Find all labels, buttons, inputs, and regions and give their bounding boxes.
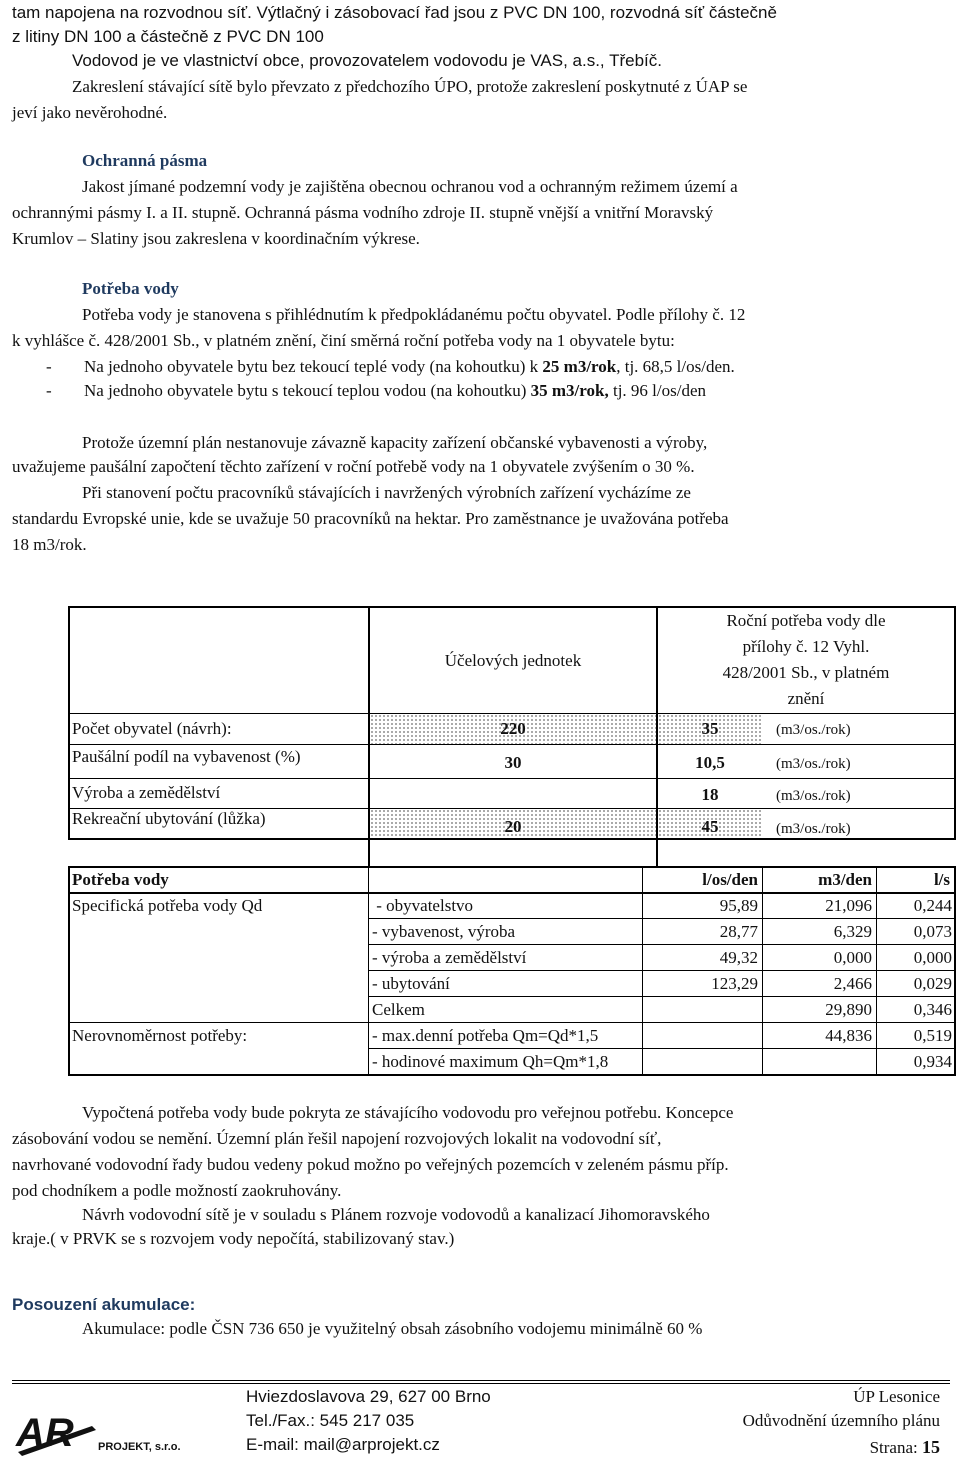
paragraph-line: kraje.( v PRVK se s rozvojem vody nepočítá, stabilizovaný stav.) [12,1229,455,1248]
footer-page-number: Strana: 15 [869,1437,940,1457]
paragraph-line: Jakost jímané podzemní vody je zajištěna obecnou ochranou vod a ochranným režimem území a [82,177,738,196]
value-lsd: 123,29 [711,974,758,993]
column-header: m3/den [818,870,872,889]
column-header: přílohy č. 12 Vyhl. [742,637,870,656]
intro-line: Zakreslení stávající sítě bylo převzato z předchozího ÚPO, protože zakreslení poskytnuté z ÚAP se [72,77,748,96]
paragraph-line: ochrannými pásmy I. a II. stupně. Ochranná pásma vodního zdroje II. stupně vnější a vnitřní Moravský [12,203,714,222]
bullet-dash: - [46,357,52,376]
row-label: Specifická potřeba vody Qd [72,896,263,915]
need-value: 18 [701,785,719,804]
row-label: Paušální podíl na vybavenost (%) [72,747,301,766]
unit-label: (m3/os./rok) [776,756,851,772]
value-m3d: 44,836 [825,1026,872,1045]
paragraph-line: Návrh vodovodní sítě je v souladu s Plánem rozvoje vodovodů a kanalizací Jihomoravského [82,1205,710,1224]
paragraph-line: 18 m3/rok. [12,535,87,554]
svg-text:AR: AR [16,1411,74,1455]
paragraph-line: Krumlov – Slatiny jsou zakreslena v koordinačním výkrese. [12,229,420,248]
value-m3d: 21,096 [825,896,872,915]
row-item: - hodinové maximum Qh=Qm*1,8 [372,1052,609,1071]
section-heading: Potřeba vody [82,279,179,298]
section-heading: Posouzení akumulace: [12,1295,196,1314]
value-m3d: 29,890 [825,1000,872,1019]
svg-text:PROJEKT, s.r.o.: PROJEKT, s.r.o. [98,1441,181,1453]
value-ls: 0,346 [913,1000,952,1019]
unit-label: (m3/os./rok) [776,788,851,804]
footer-phone: Tel./Fax.: 545 217 035 [246,1411,415,1430]
row-label: Výroba a zemědělství [72,783,221,802]
bullet-dash: - [46,381,52,400]
paragraph-line: Protože územní plán nestanovuje závazně kapacity zařízení občanské vybavenosti a výroby, [82,433,708,452]
logo-mark-icon [12,1406,232,1456]
value-ls: 0,519 [913,1026,952,1045]
value-ls: 0,073 [913,922,952,941]
paragraph-line: Potřeba vody je stanovena s přihlédnutím k předpokládanému počtu obyvatel. Podle přílohy č. 12 [82,305,746,324]
row-item: Celkem [372,1000,425,1019]
column-header: znění [787,689,825,708]
paragraph-line: Vypočtená potřeba vody bude pokryta ze stávajícího vodovodu pro veřejnou potřebu. Koncepce [82,1103,734,1122]
page-footer [0,1380,960,1463]
row-item: - ubytování [372,974,450,993]
value-ls: 0,934 [913,1052,952,1071]
value-ls: 0,029 [913,974,952,993]
column-header: Účelových jednotek [444,651,582,670]
bullet-item: Na jednoho obyvatele bytu s tekoucí teplou vodou (na kohoutku) 35 m3/rok, tj. 96 l/os/den [84,381,706,400]
paragraph-line: standardu Evropské unie, kde se uvažuje 50 pracovníků na hektar. Pro zaměstnance je uvažována potřeba [12,509,729,528]
footer-doc-subtitle: Odůvodnění územního plánu [742,1411,940,1430]
paragraph-line: Akumulace: podle ČSN 736 650 je využitelný obsah zásobního vodojemu minimálně 60 % [82,1319,703,1338]
column-header: Roční potřeba vody dle [726,611,886,630]
paragraph-line: pod chodníkem a podle možností zaokruhovány. [12,1181,342,1200]
need-value: 35 [701,719,719,738]
column-header: l/os/den [702,870,758,889]
company-logo [12,1406,232,1456]
paragraph-line: uvažujeme paušální započtení těchto zařízení v roční potřebě vody na 1 obyvatele zvýšením o 30 %. [12,457,695,476]
value-lsd: 28,77 [719,922,758,941]
row-label: Rekreační ubytování (lůžka) [72,809,266,828]
row-label: Nerovnoměrnost potřeby: [72,1026,248,1045]
intro-line: z litiny DN 100 a částečně z PVC DN 100 [12,27,324,46]
units-value: 220 [500,719,526,738]
value-lsd: 95,89 [719,896,758,915]
intro-line: tam napojena na rozvodnou síť. Výtlačný i zásobovací řad jsou z PVC DN 100, rozvodná síť částečně [12,3,777,22]
row-item: - max.denní potřeba Qm=Qd*1,5 [372,1026,599,1045]
paragraph-line: navrhované vodovodní řady budou vedeny pokud možno po veřejných pozemcích v zeleném pásmu příp. [12,1155,729,1174]
unit-label: (m3/os./rok) [776,722,851,738]
paragraph-line: Při stanovení počtu pracovníků stávajících i navržených výrobních zařízení vycházíme ze [82,483,691,502]
footer-email: E-mail: mail@arprojekt.cz [246,1435,440,1454]
column-header: 428/2001 Sb., v platném [722,663,890,682]
bullet-item: Na jednoho obyvatele bytu bez tekoucí teplé vody (na kohoutku) k 25 m3/rok, tj. 68,5 l/os/den. [84,357,735,376]
value-ls: 0,000 [913,948,952,967]
need-value: 45 [701,817,719,836]
row-item: - obyvatelstvo [372,896,474,915]
unit-label: (m3/os./rok) [776,821,851,837]
paragraph-line: zásobování vodou se nemění. Územní plán řešil napojení rozvojových lokalit na vodovodní síť, [12,1129,662,1148]
row-item: - výroba a zemědělství [372,948,527,967]
value-m3d: 6,329 [833,922,872,941]
value-lsd: 49,32 [719,948,758,967]
section-heading: Ochranná pásma [82,151,208,170]
column-header: l/s [933,870,950,889]
footer-address: Hviezdoslavova 29, 627 00 Brno [246,1387,491,1406]
units-value: 20 [504,817,522,836]
value-m3d: 0,000 [833,948,872,967]
value-ls: 0,244 [913,896,952,915]
intro-line: Vodovod je ve vlastnictví obce, provozovatelem vodovodu je VAS, a.s., Třebíč. [72,51,662,70]
intro-line: jeví jako nevěrohodné. [12,103,168,122]
units-value: 30 [504,753,522,772]
table-header-label: Potřeba vody [72,870,169,889]
paragraph-line: k vyhlášce č. 428/2001 Sb., v platném znění, činí směrná roční potřeba vody na 1 obyvatele bytu: [12,331,675,350]
row-label: Počet obyvatel (návrh): [72,719,232,738]
value-m3d: 2,466 [833,974,872,993]
row-item: - vybavenost, výroba [372,922,516,941]
footer-doc-title: ÚP Lesonice [853,1387,940,1406]
need-value: 10,5 [695,753,725,772]
